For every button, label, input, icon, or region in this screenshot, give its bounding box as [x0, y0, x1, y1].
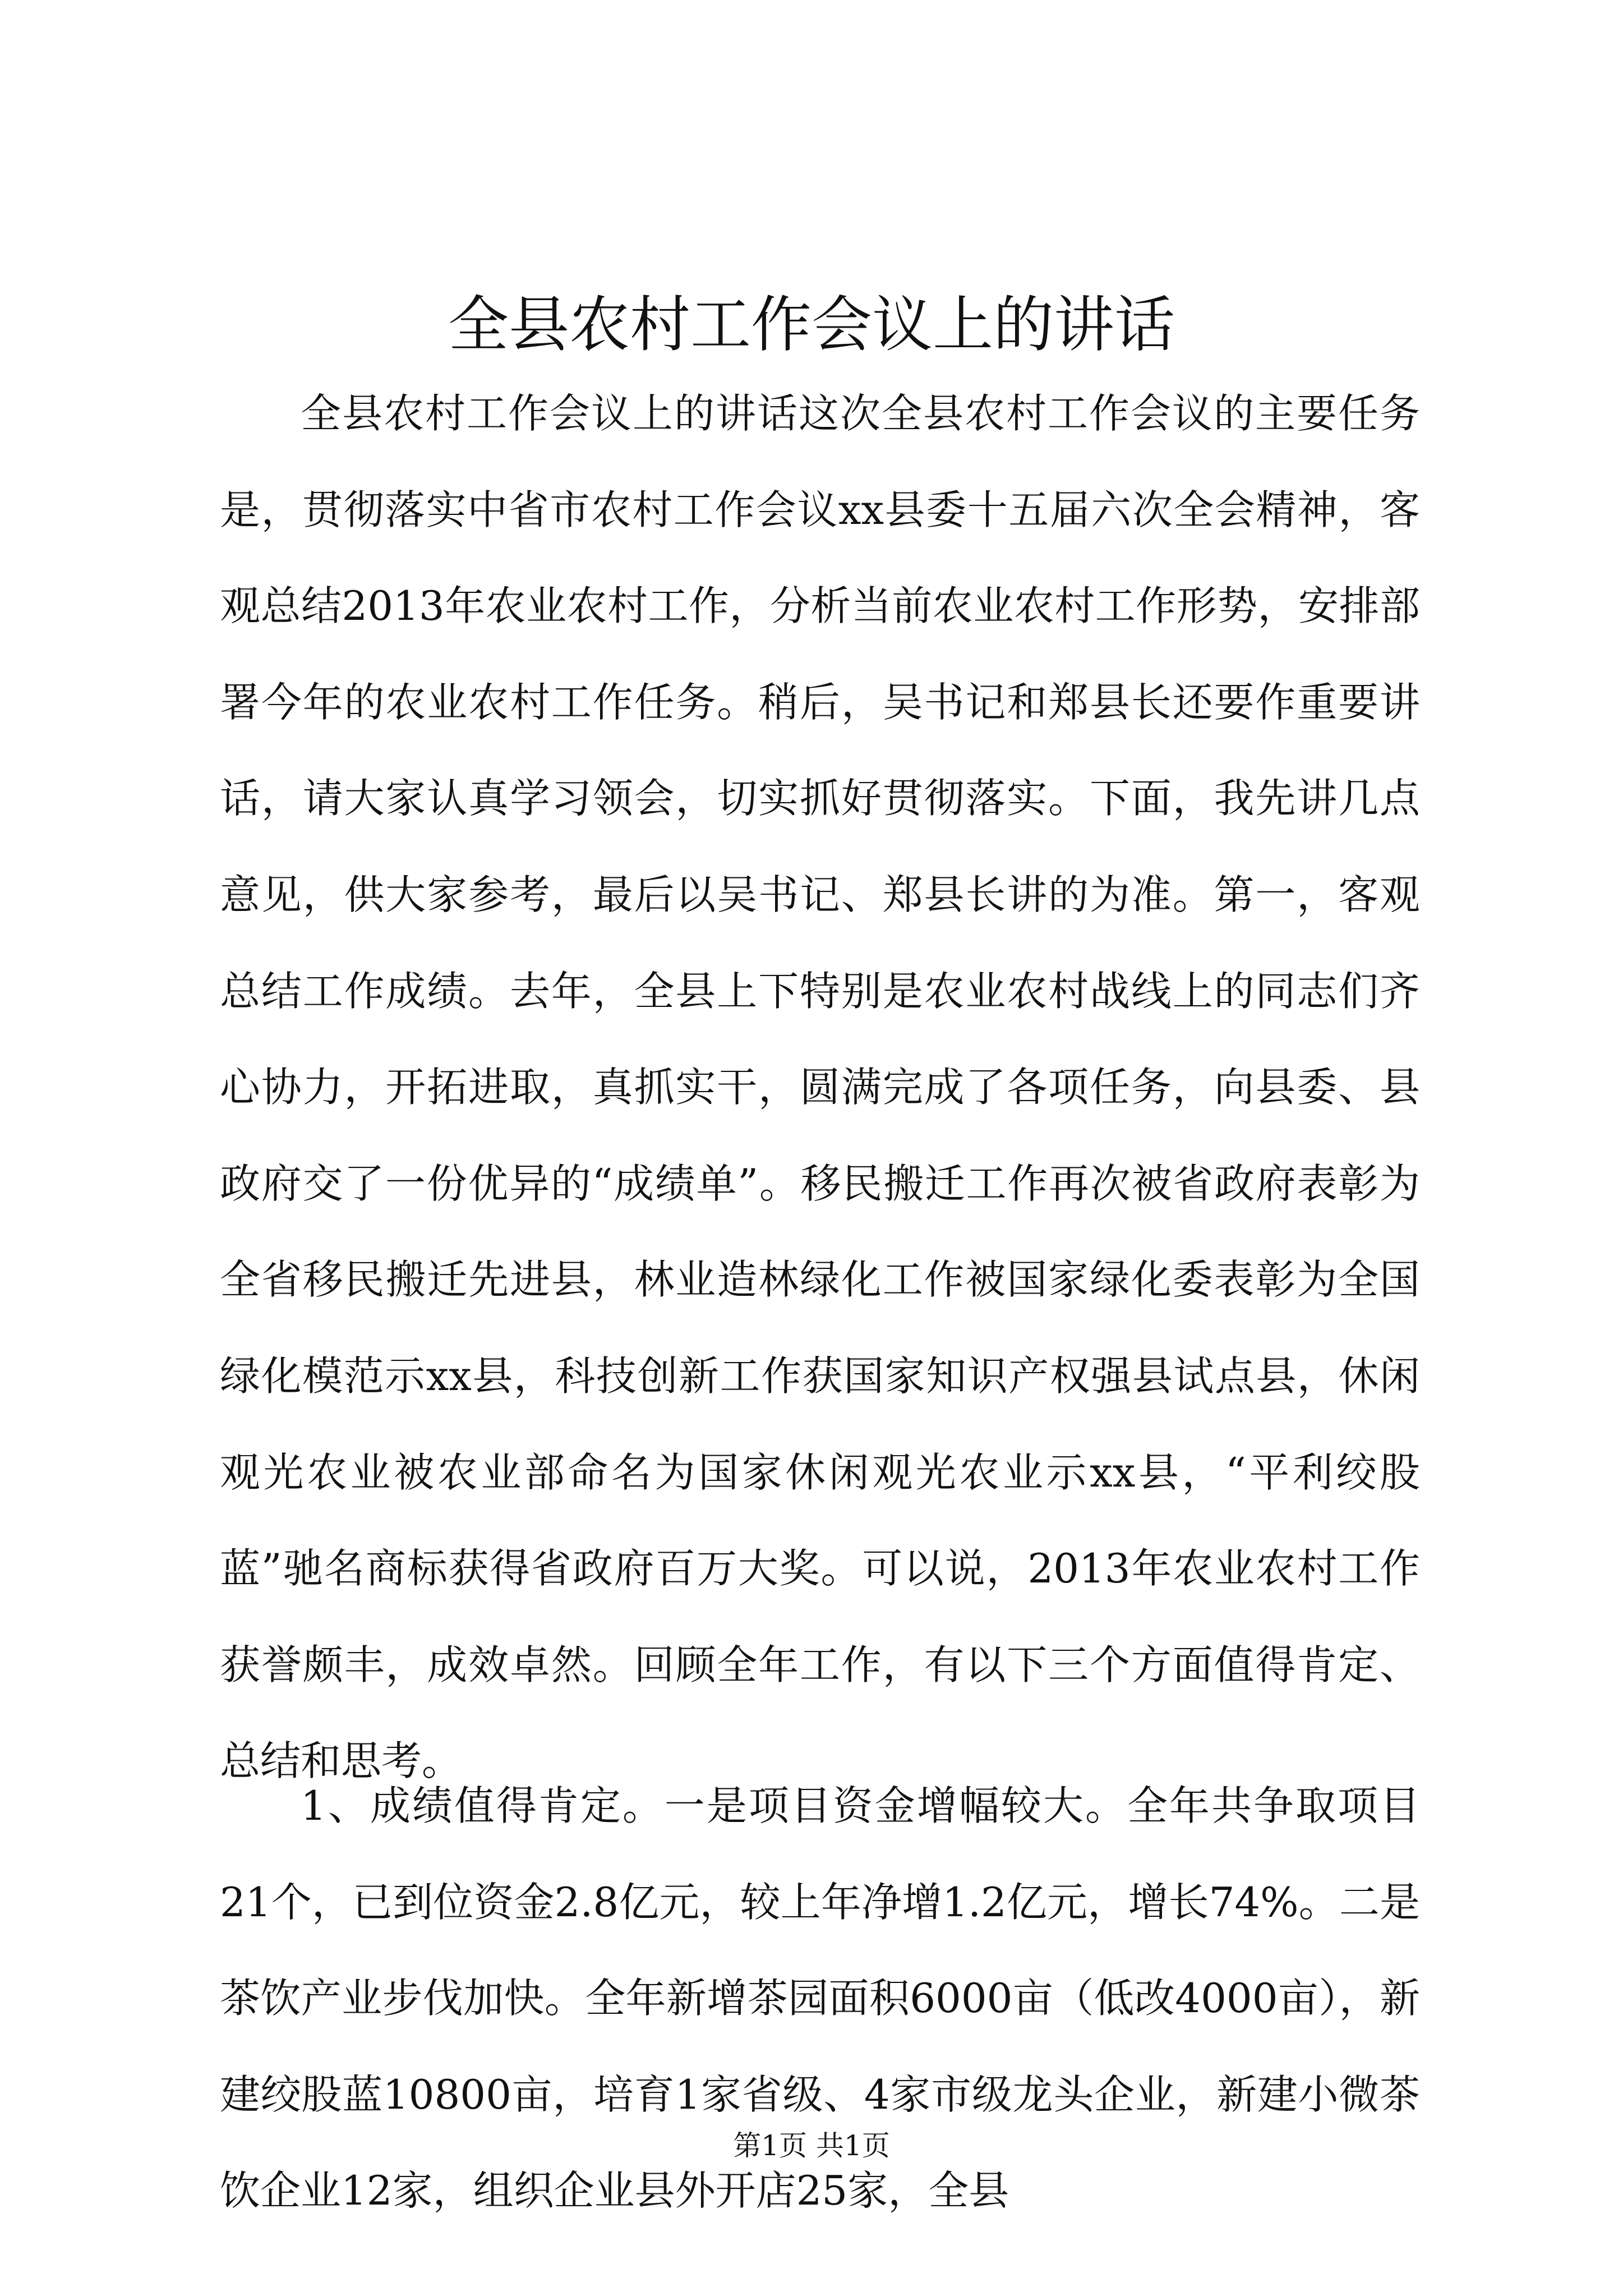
body-paragraph-2: 1、成绩值得肯定。一是项目资金增幅较大。全年共争取项目21个，已到位资金2.8亿元，较上年净增1.2亿元，增长74%。二是茶饮产业步伐加快。全年新增茶园面积6000亩（低改4000亩），新建绞股蓝10800亩，培育1家省级、4家市级龙头企业，新建小微茶饮企业12家，组织企业县外开店25家，全县	[220, 1782, 1420, 2215]
page-number-footer: 第1页 共1页	[733, 2129, 890, 2162]
document-title: 全县农村工作会议上的讲话	[448, 290, 1175, 360]
body-paragraph-1: 全县农村工作会议上的讲话这次全县农村工作会议的主要任务是，贯彻落实中省市农村工作会议xx县委十五届六次全会精神，客观总结2013年农业农村工作，分析当前农业农村工作形势，安排部署今年的农业农村工作任务。稍后，吴书记和郑县长还要作重要讲话，请大家认真学习领会，切实抓好贯彻落实。下面，我先讲几点意见，供大家参考，最后以吴书记、郑县长讲的为准。第一，客观总结工作成绩。去年，全县上下特别是农业农村战线上的同志们齐心协力，开拓进取，真抓实干，圆满完成了各项任务，向县委、县政府交了一份优异的“成绩单”。移民搬迁工作再次被省政府表彰为全省移民搬迁先进县，林业造林绿化工作被国家绿化委表彰为全国绿化模范示xx县，科技创新工作获国家知识产权强县试点县，休闲观光农业被农业部命名为国家休闲观光农业示xx县，“平利绞股蓝”驰名商标获得省政府百万大奖。可以说，2013年农业农村工作获誉颇丰，成效卓然。回顾全年工作，有以下三个方面值得肯定、总结和思考。	[220, 390, 1420, 1785]
